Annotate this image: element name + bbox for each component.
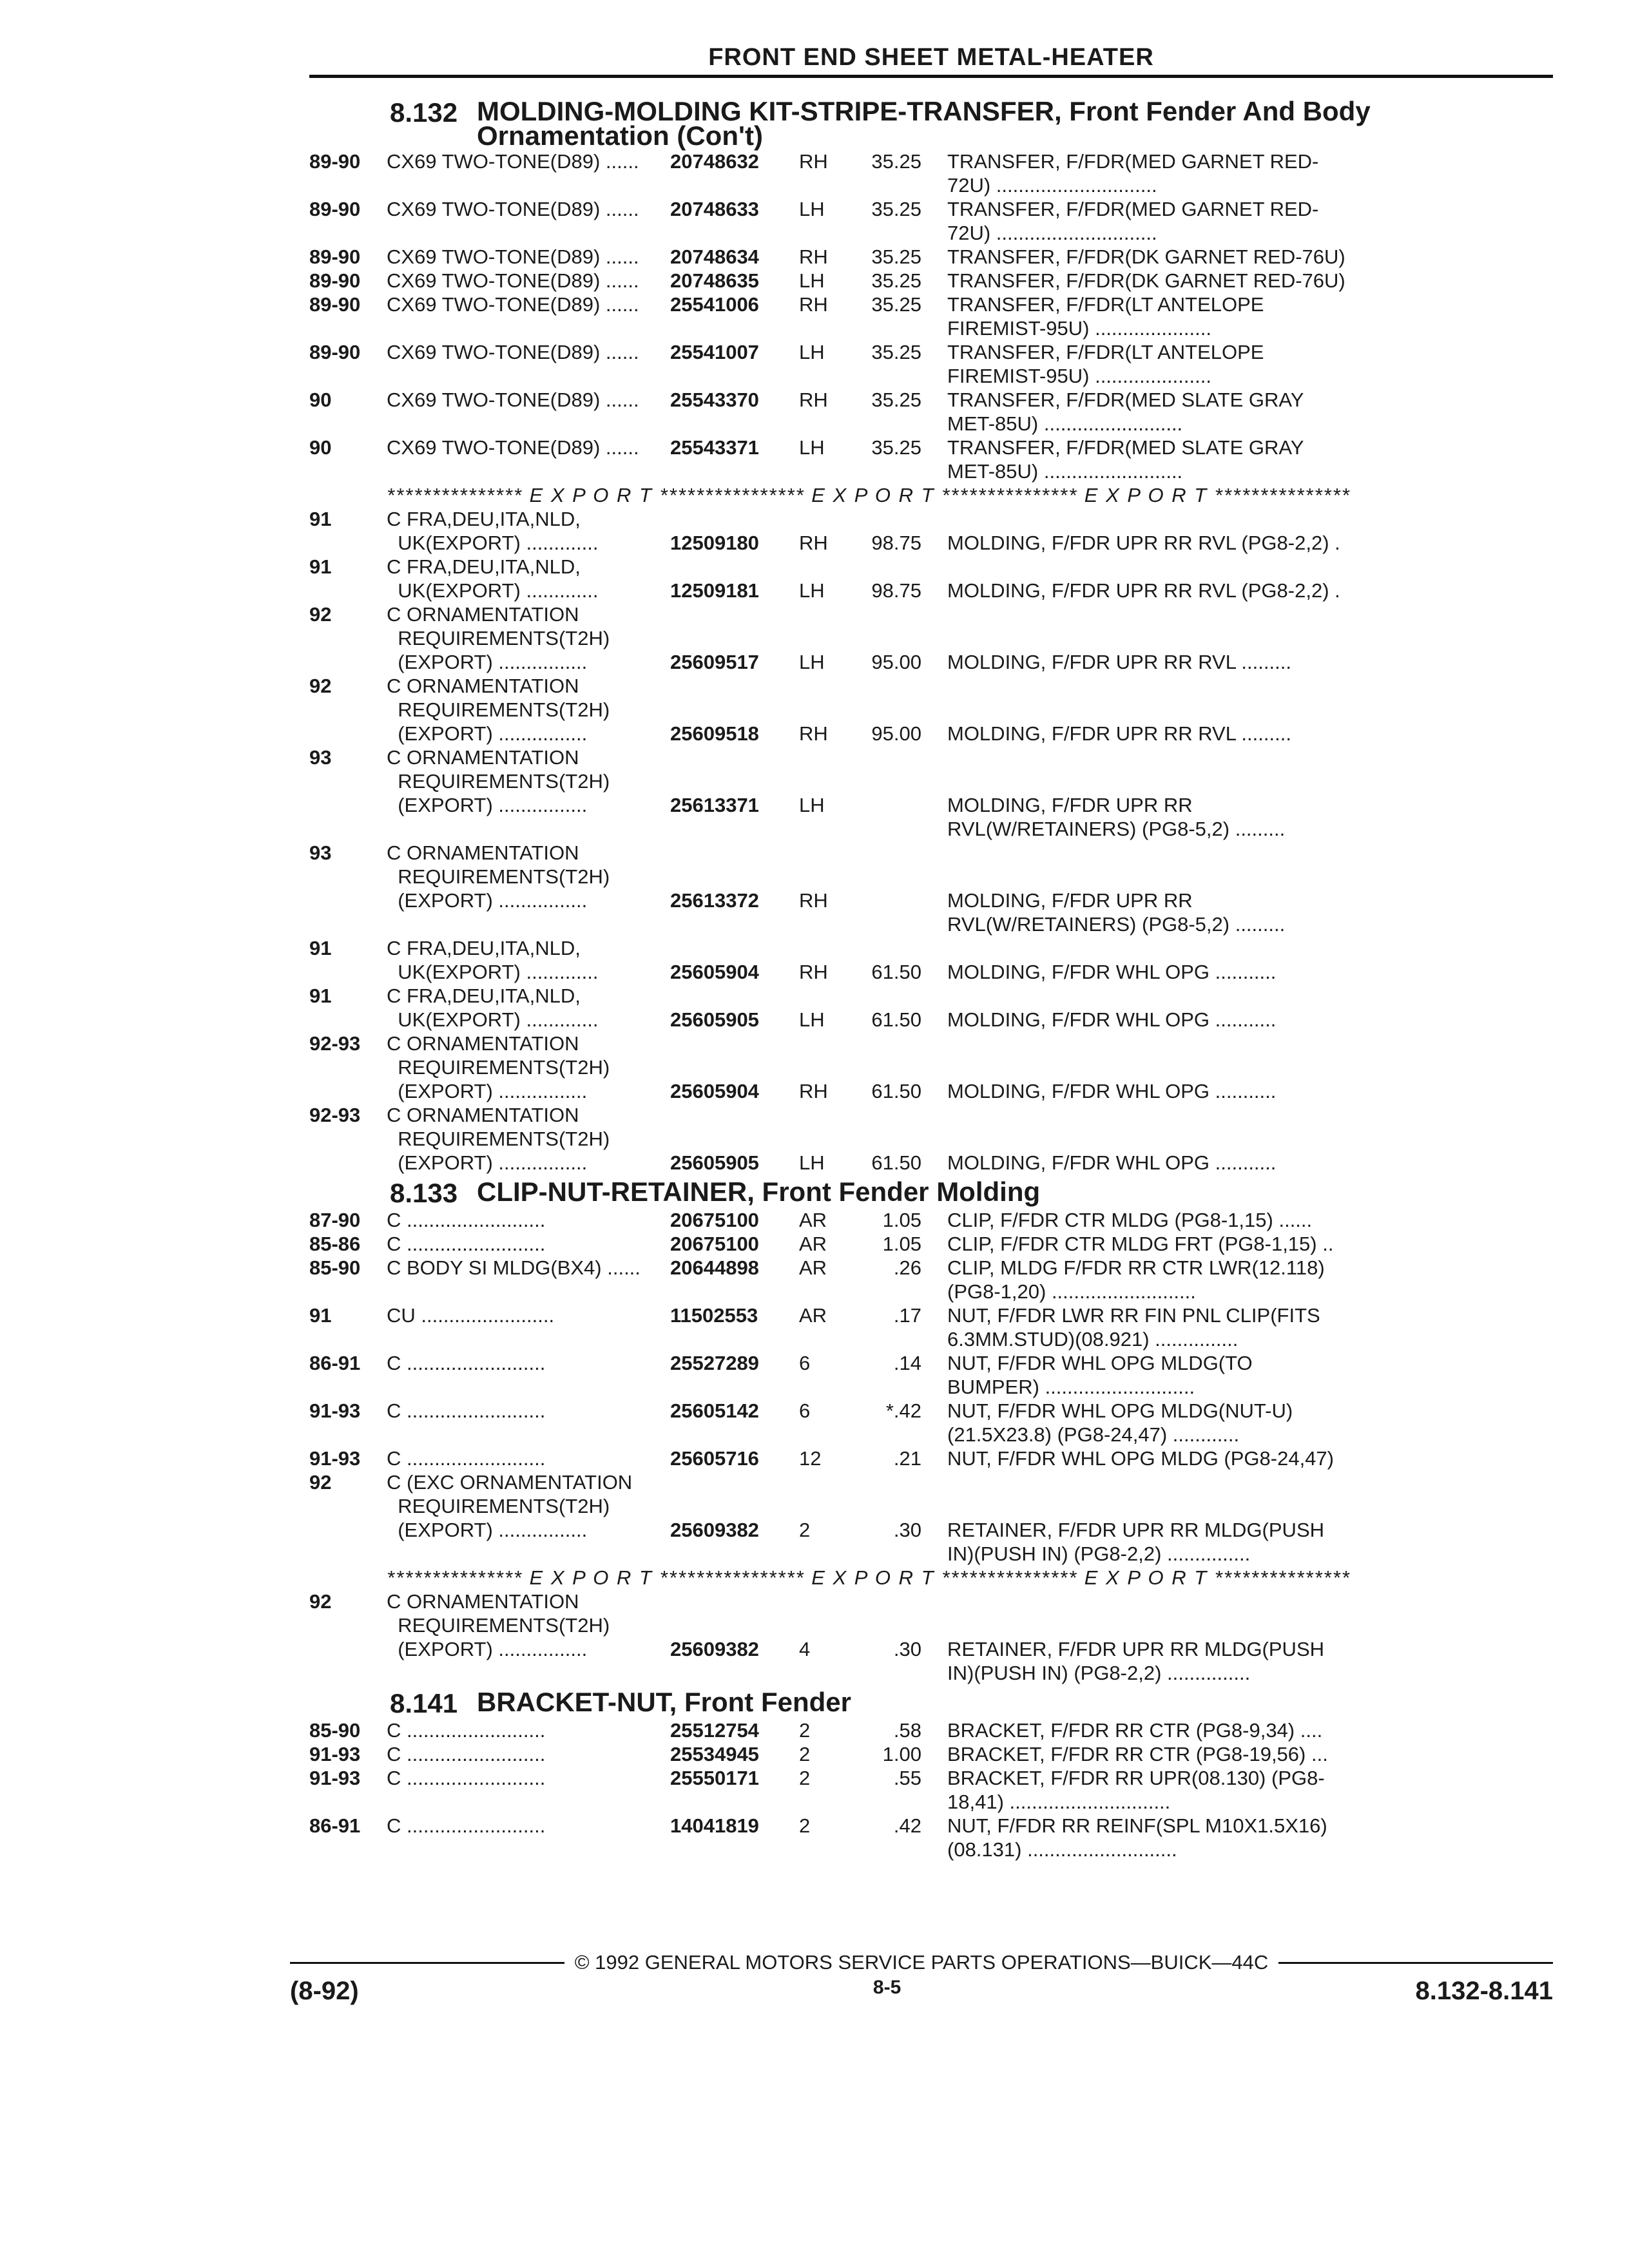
quantity: RH <box>799 722 828 745</box>
part-number: 25605142 <box>670 1399 759 1422</box>
model-years: 91 <box>309 508 332 530</box>
price: 1.05 <box>882 1233 921 1255</box>
part-row <box>309 245 1553 269</box>
part-number: 20748633 <box>670 198 759 220</box>
part-name: RETAINER, F/FDR UPR RR MLDG(PUSH IN)(PUSH IN) (PG8-2,2) ............... <box>947 1638 1325 1684</box>
part-row <box>309 1399 1553 1446</box>
quantity: LH <box>799 651 825 673</box>
usage-description: C ORNAMENTATION REQUIREMENTS(T2H) (EXPORT) ................ <box>387 675 610 745</box>
model-years: 91 <box>309 937 332 959</box>
part-number: 25541006 <box>670 293 759 316</box>
price: 95.00 <box>871 722 921 745</box>
section-heading <box>309 96 1553 151</box>
price: 35.25 <box>871 150 921 173</box>
part-number: 25605905 <box>670 1151 759 1174</box>
part-name: TRANSFER, F/FDR(MED GARNET RED- 72U) ............................. <box>947 150 1319 197</box>
part-number: 25512754 <box>670 1719 759 1742</box>
quantity: AR <box>799 1209 827 1231</box>
quantity: RH <box>799 1080 828 1102</box>
section-title: BRACKET-NUT, Front Fender <box>477 1687 851 1717</box>
model-years: 93 <box>309 746 332 769</box>
model-years: 89-90 <box>309 150 361 173</box>
part-row <box>309 197 1553 245</box>
quantity: RH <box>799 245 828 268</box>
model-years: 91-93 <box>309 1767 361 1789</box>
model-years: 85-90 <box>309 1719 361 1742</box>
header-rule <box>309 75 1553 78</box>
usage-description: C ORNAMENTATION REQUIREMENTS(T2H) (EXPORT) ................ <box>387 1032 610 1102</box>
part-name: MOLDING, F/FDR UPR RR RVL (PG8-2,2) . <box>947 579 1340 602</box>
usage-description: C ......................... <box>387 1352 546 1374</box>
part-number: 20675100 <box>670 1233 759 1255</box>
part-name: MOLDING, F/FDR WHL OPG ........... <box>947 1008 1277 1031</box>
part-number: 25534945 <box>670 1743 759 1765</box>
price: .14 <box>893 1352 921 1374</box>
usage-description: CX69 TWO-TONE(D89) ...... <box>387 341 639 363</box>
quantity: 2 <box>799 1814 811 1837</box>
usage-description: C ......................... <box>387 1743 546 1765</box>
part-name: TRANSFER, F/FDR(MED GARNET RED- 72U) ............................. <box>947 198 1319 244</box>
part-number: 25605904 <box>670 961 759 983</box>
footer-rule-right <box>1278 1962 1553 1964</box>
model-years: 90 <box>309 436 332 459</box>
section-number: 8.132 <box>390 97 458 128</box>
part-name: MOLDING, F/FDR WHL OPG ........... <box>947 961 1277 983</box>
model-years: 92 <box>309 1590 332 1613</box>
price: .30 <box>893 1519 921 1541</box>
part-name: MOLDING, F/FDR WHL OPG ........... <box>947 1151 1277 1174</box>
part-number: 25543371 <box>670 436 759 459</box>
part-row <box>309 1766 1553 1814</box>
part-row <box>309 1351 1553 1399</box>
part-name: MOLDING, F/FDR UPR RR RVL(W/RETAINERS) (PG8-5,2) ......... <box>947 794 1286 840</box>
model-years: 91-93 <box>309 1743 361 1765</box>
price: .42 <box>893 1814 921 1837</box>
model-years: 89-90 <box>309 269 361 292</box>
part-name: NUT, F/FDR RR REINF(SPL M10X1.5X16) (08.131) ........................... <box>947 1814 1327 1861</box>
part-name: NUT, F/FDR WHL OPG MLDG (PG8-24,47) <box>947 1447 1334 1470</box>
price: 98.75 <box>871 532 921 554</box>
part-row <box>309 841 1553 936</box>
part-number: 20748634 <box>670 245 759 268</box>
model-years: 89-90 <box>309 198 361 220</box>
quantity: 6 <box>799 1399 811 1422</box>
part-name: MOLDING, F/FDR UPR RR RVL (PG8-2,2) . <box>947 532 1340 554</box>
quantity: LH <box>799 269 825 292</box>
usage-description: C FRA,DEU,ITA,NLD, UK(EXPORT) ............. <box>387 985 599 1031</box>
quantity: RH <box>799 389 828 411</box>
part-row <box>309 1303 1553 1351</box>
usage-description: C FRA,DEU,ITA,NLD, UK(EXPORT) ............. <box>387 508 599 554</box>
usage-description: C BODY SI MLDG(BX4) ...... <box>387 1256 641 1279</box>
part-number: 25550171 <box>670 1767 759 1789</box>
part-name: NUT, F/FDR WHL OPG MLDG(TO BUMPER) ........................... <box>947 1352 1253 1398</box>
model-years: 91-93 <box>309 1399 361 1422</box>
price: .21 <box>893 1447 921 1470</box>
page-number: 8-5 <box>872 1977 901 1998</box>
part-number: 14041819 <box>670 1814 759 1837</box>
part-number: 25609382 <box>670 1519 759 1541</box>
part-number: 20748632 <box>670 150 759 173</box>
price: 1.00 <box>882 1743 921 1765</box>
quantity: RH <box>799 532 828 554</box>
usage-description: C (EXC ORNAMENTATION REQUIREMENTS(T2H) (EXPORT) ................ <box>387 1471 633 1541</box>
model-years: 92 <box>309 1471 332 1494</box>
page-title: FRONT END SHEET METAL-HEATER <box>708 44 1154 71</box>
model-years: 90 <box>309 389 332 411</box>
quantity: 2 <box>799 1767 811 1789</box>
part-number: 20748635 <box>670 269 759 292</box>
price: .17 <box>893 1304 921 1327</box>
part-row <box>309 149 1553 197</box>
date-code: (8-92) <box>290 1977 359 2005</box>
usage-description: C ......................... <box>387 1814 546 1837</box>
quantity: 6 <box>799 1352 811 1374</box>
part-row <box>309 1232 1553 1256</box>
parts-list <box>309 94 1553 1861</box>
part-number: 25605905 <box>670 1008 759 1031</box>
price: 35.25 <box>871 436 921 459</box>
part-name: MOLDING, F/FDR UPR RR RVL ......... <box>947 722 1291 745</box>
section-range: 8.132-8.141 <box>1415 1977 1553 2005</box>
usage-description: CU ........................ <box>387 1304 555 1327</box>
quantity: AR <box>799 1233 827 1255</box>
quantity: LH <box>799 1008 825 1031</box>
usage-description: CX69 TWO-TONE(D89) ...... <box>387 293 639 316</box>
part-row <box>309 936 1553 984</box>
part-row <box>309 984 1553 1032</box>
part-row <box>309 674 1553 745</box>
price: .58 <box>893 1719 921 1742</box>
model-years: 89-90 <box>309 293 361 316</box>
part-number: 25609517 <box>670 651 759 673</box>
price: 35.25 <box>871 245 921 268</box>
part-row <box>309 555 1553 602</box>
quantity: LH <box>799 579 825 602</box>
part-name: NUT, F/FDR LWR RR FIN PNL CLIP(FITS 6.3MM.STUD)(08.921) ............... <box>947 1304 1320 1350</box>
part-number: 25605716 <box>670 1447 759 1470</box>
section-number: 8.133 <box>390 1178 458 1208</box>
section-heading <box>309 1687 1553 1718</box>
section-number: 8.141 <box>390 1688 458 1718</box>
quantity: LH <box>799 341 825 363</box>
part-row <box>309 340 1553 388</box>
price <box>857 745 947 841</box>
usage-description: C ......................... <box>387 1209 546 1231</box>
quantity: RH <box>799 293 828 316</box>
part-number: 25609382 <box>670 1638 759 1660</box>
model-years: 92 <box>309 675 332 697</box>
price: 98.75 <box>871 579 921 602</box>
model-years: 89-90 <box>309 341 361 363</box>
section-heading <box>309 1177 1553 1208</box>
price: 35.25 <box>871 389 921 411</box>
usage-description: C ......................... <box>387 1233 546 1255</box>
model-years: 92-93 <box>309 1104 361 1126</box>
model-years: 87-90 <box>309 1209 361 1231</box>
part-row <box>309 1256 1553 1303</box>
quantity: LH <box>799 794 825 816</box>
usage-description: CX69 TWO-TONE(D89) ...... <box>387 150 639 173</box>
page-footer <box>290 1951 1553 2006</box>
export-divider: *************** E X P O R T **************** E X P O R T *************** E X P O R T *************** <box>387 1566 1351 1589</box>
quantity: LH <box>799 198 825 220</box>
usage-description: C ORNAMENTATION REQUIREMENTS(T2H) (EXPORT) ................ <box>387 1104 610 1174</box>
quantity: AR <box>799 1256 827 1279</box>
model-years: 91 <box>309 555 332 578</box>
quantity: 2 <box>799 1519 811 1541</box>
part-name: RETAINER, F/FDR UPR RR MLDG(PUSH IN)(PUSH IN) (PG8-2,2) ............... <box>947 1519 1325 1565</box>
part-row <box>309 1814 1553 1861</box>
model-years: 85-90 <box>309 1256 361 1279</box>
part-name: MOLDING, F/FDR WHL OPG ........... <box>947 1080 1277 1102</box>
usage-description: C ORNAMENTATION REQUIREMENTS(T2H) (EXPORT) ................ <box>387 841 610 912</box>
price: .26 <box>893 1256 921 1279</box>
quantity: RH <box>799 889 828 912</box>
part-row <box>309 602 1553 674</box>
part-name: TRANSFER, F/FDR(LT ANTELOPE FIREMIST-95U) ..................... <box>947 293 1264 340</box>
part-name: TRANSFER, F/FDR(MED SLATE GRAY MET-85U) ......................... <box>947 436 1304 483</box>
usage-description: C FRA,DEU,ITA,NLD, UK(EXPORT) ............. <box>387 555 599 602</box>
usage-description: CX69 TWO-TONE(D89) ...... <box>387 245 639 268</box>
part-row <box>309 1742 1553 1766</box>
part-name: TRANSFER, F/FDR(LT ANTELOPE FIREMIST-95U) ..................... <box>947 341 1264 387</box>
price: 35.25 <box>871 198 921 220</box>
part-number: 25609518 <box>670 722 759 745</box>
part-name: BRACKET, F/FDR RR CTR (PG8-9,34) .... <box>947 1719 1323 1742</box>
usage-description: C ORNAMENTATION REQUIREMENTS(T2H) (EXPORT) ................ <box>387 746 610 816</box>
quantity: 12 <box>799 1447 822 1470</box>
part-name: NUT, F/FDR WHL OPG MLDG(NUT-U) (21.5X23.8) (PG8-24,47) ............ <box>947 1399 1293 1446</box>
quantity: 4 <box>799 1638 811 1660</box>
model-years: 91 <box>309 985 332 1007</box>
model-years: 91 <box>309 1304 332 1327</box>
price: 61.50 <box>871 1151 921 1174</box>
part-row <box>309 293 1553 340</box>
quantity: LH <box>799 436 825 459</box>
part-row <box>309 1718 1553 1742</box>
part-row <box>309 1446 1553 1470</box>
model-years: 86-91 <box>309 1352 361 1374</box>
part-number: 25613371 <box>670 794 759 816</box>
part-name: BRACKET, F/FDR RR UPR(08.130) (PG8- 18,41) ............................. <box>947 1767 1325 1813</box>
quantity: RH <box>799 961 828 983</box>
price: 95.00 <box>871 651 921 673</box>
quantity: LH <box>799 1151 825 1174</box>
quantity: RH <box>799 150 828 173</box>
model-years: 92-93 <box>309 1032 361 1055</box>
part-number: 11502553 <box>670 1304 758 1327</box>
part-row <box>309 436 1553 483</box>
price: .55 <box>893 1767 921 1789</box>
part-row <box>309 388 1553 436</box>
usage-description: C FRA,DEU,ITA,NLD, UK(EXPORT) ............. <box>387 937 599 983</box>
model-years: 89-90 <box>309 245 361 268</box>
usage-description: C ORNAMENTATION REQUIREMENTS(T2H) (EXPORT) ................ <box>387 1590 610 1660</box>
part-name: MOLDING, F/FDR UPR RR RVL ......... <box>947 651 1291 673</box>
part-row <box>309 1470 1553 1566</box>
copyright-notice: © 1992 GENERAL MOTORS SERVICE PARTS OPERATIONS—BUICK—44C <box>574 1951 1269 1974</box>
export-divider: *************** E X P O R T **************** E X P O R T *************** E X P O R T *************** <box>387 484 1351 506</box>
quantity: 2 <box>799 1719 811 1742</box>
price: 61.50 <box>871 1080 921 1102</box>
quantity: 2 <box>799 1743 811 1765</box>
part-row <box>309 1208 1553 1232</box>
part-number: 12509181 <box>670 579 759 602</box>
quantity: AR <box>799 1304 827 1327</box>
part-row <box>309 1590 1553 1685</box>
usage-description: C ......................... <box>387 1447 546 1470</box>
part-name: MOLDING, F/FDR UPR RR RVL(W/RETAINERS) (PG8-5,2) ......... <box>947 889 1286 936</box>
price: 61.50 <box>871 1008 921 1031</box>
part-name: TRANSFER, F/FDR(DK GARNET RED-76U) <box>947 269 1345 292</box>
price: 1.05 <box>882 1209 921 1231</box>
model-years: 91-93 <box>309 1447 361 1470</box>
part-name: TRANSFER, F/FDR(MED SLATE GRAY MET-85U) ......................... <box>947 389 1304 435</box>
part-number: 25541007 <box>670 341 759 363</box>
model-years: 92 <box>309 603 332 626</box>
price: .30 <box>893 1638 921 1660</box>
price: *.42 <box>885 1399 921 1422</box>
part-row <box>309 1103 1553 1175</box>
price <box>857 841 947 936</box>
part-row <box>309 269 1553 293</box>
part-number: 25527289 <box>670 1352 759 1374</box>
part-name: CLIP, F/FDR CTR MLDG FRT (PG8-1,15) .. <box>947 1233 1334 1255</box>
part-number: 25543370 <box>670 389 759 411</box>
usage-description: CX69 TWO-TONE(D89) ...... <box>387 269 639 292</box>
part-name: TRANSFER, F/FDR(DK GARNET RED-76U) <box>947 245 1345 268</box>
part-number: 25605904 <box>670 1080 759 1102</box>
section-title: CLIP-NUT-RETAINER, Front Fender Molding <box>477 1177 1041 1207</box>
model-years: 86-91 <box>309 1814 361 1837</box>
price: 35.25 <box>871 293 921 316</box>
model-years: 93 <box>309 841 332 864</box>
footer-rule-left <box>290 1962 564 1964</box>
usage-description: C ......................... <box>387 1719 546 1742</box>
model-years: 85-86 <box>309 1233 361 1255</box>
usage-description: CX69 TWO-TONE(D89) ...... <box>387 198 639 220</box>
part-row <box>309 507 1553 555</box>
part-number: 20675100 <box>670 1209 759 1231</box>
usage-description: C ......................... <box>387 1767 546 1789</box>
part-number: 20644898 <box>670 1256 759 1279</box>
part-name: BRACKET, F/FDR RR CTR (PG8-19,56) ... <box>947 1743 1328 1765</box>
price: 35.25 <box>871 269 921 292</box>
part-number: 25613372 <box>670 889 759 912</box>
section-title: MOLDING-MOLDING KIT-STRIPE-TRANSFER, Front Fender And Body Ornamentation (Con't) <box>477 96 1371 151</box>
part-name: CLIP, F/FDR CTR MLDG (PG8-1,15) ...... <box>947 1209 1313 1231</box>
part-row <box>309 745 1553 841</box>
usage-description: C ORNAMENTATION REQUIREMENTS(T2H) (EXPORT) ................ <box>387 603 610 673</box>
part-row <box>309 1032 1553 1103</box>
price: 35.25 <box>871 341 921 363</box>
part-number: 12509180 <box>670 532 759 554</box>
usage-description: CX69 TWO-TONE(D89) ...... <box>387 436 639 459</box>
usage-description: C ......................... <box>387 1399 546 1422</box>
part-name: CLIP, MLDG F/FDR RR CTR LWR(12.118) (PG8-1,20) .......................... <box>947 1256 1325 1303</box>
usage-description: CX69 TWO-TONE(D89) ...... <box>387 389 639 411</box>
price: 61.50 <box>871 961 921 983</box>
